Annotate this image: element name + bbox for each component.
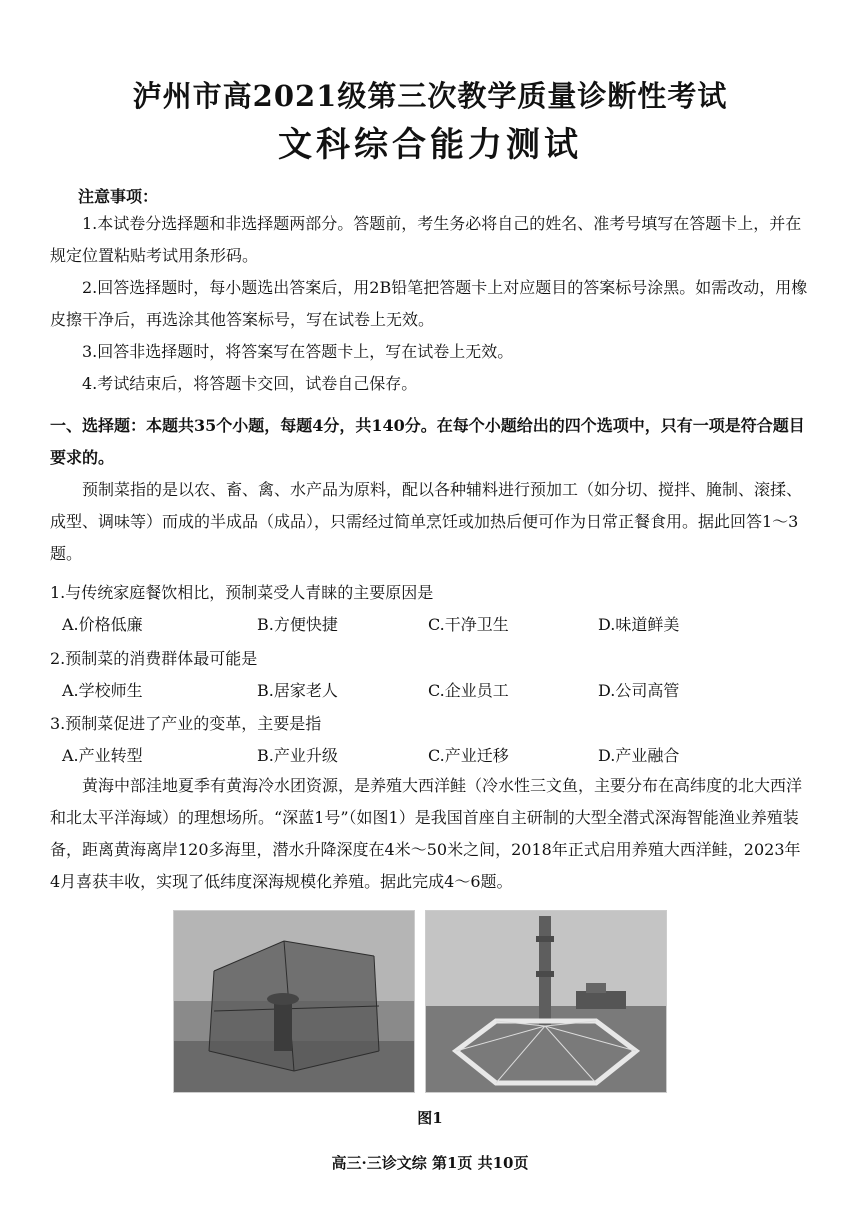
question-2-option-a[interactable]: A.学校师生 xyxy=(62,681,143,700)
question-3-stem: 3.预制菜促进了产业的变革，主要是指 xyxy=(50,714,322,733)
fish-cage-photo-left xyxy=(173,910,415,1093)
question-1-option-c[interactable]: C.干净卫生 xyxy=(428,615,509,634)
question-1-option-a[interactable]: A.价格低廉 xyxy=(62,615,143,634)
question-2-stem: 2.预制菜的消费群体最可能是 xyxy=(50,649,258,668)
notice-list xyxy=(50,208,810,400)
question-2-option-d[interactable]: D.公司高管 xyxy=(598,681,680,700)
exam-subtitle: 文科综合能力测试 xyxy=(278,125,582,165)
notice-item: 3.回答非选择题时，将答案写在答题卡上，写在试卷上无效。 xyxy=(82,342,514,361)
notice-item: 1.本试卷分选择题和非选择题两部分。答题前，考生务必将自己的姓名、准考号填写在答题卡上，并在规定位置粘贴考试用条形码。 xyxy=(50,214,802,265)
exam-title: 泸州市高2021级第三次教学质量诊断性考试 xyxy=(132,79,728,113)
figure-caption: 图1 xyxy=(417,1109,443,1127)
notice-heading: 注意事项： xyxy=(78,187,159,206)
question-2-option-c[interactable]: C.企业员工 xyxy=(428,681,509,700)
question-3-option-c[interactable]: C.产业迁移 xyxy=(428,746,509,765)
question-3-option-b[interactable]: B.产业升级 xyxy=(257,746,338,765)
notice-item: 4.考试结束后，将答题卡交回，试卷自己保存。 xyxy=(82,374,418,393)
passage-deep-blue: 黄海中部洼地夏季有黄海冷水团资源，是养殖大西洋鲑（冷水性三文鱼，主要分布在高纬度的北大西洋和北太平洋海域）的理想场所。“深蓝1号”（如图1）是我国首座自主研制的大型全潜式深海智能渔业养殖装备，距离黄海离岸120多海里，潜水升降深度在4米～50米之间，2018年正式启用养殖大西洋鲑，2023年4月喜获丰收，实现了低纬度深海规模化养殖。据此完成4～6题。 xyxy=(50,776,803,891)
fish-cage-photo-right xyxy=(425,910,667,1093)
question-3-option-d[interactable]: D.产业融合 xyxy=(598,746,680,765)
passage-prepared-food: 预制菜指的是以农、畜、禽、水产品为原料，配以各种辅料进行预加工（如分切、搅拌、腌制、滚揉、成型、调味等）而成的半成品（成品），只需经过简单烹饪或加热后便可作为日常正餐食用。据此回答1～3题。 xyxy=(50,480,803,563)
page-footer: 高三·三诊文综 第1页 共10页 xyxy=(331,1154,529,1172)
section-heading: 一、选择题：本题共35个小题，每题4分，共140分。在每个小题给出的四个选项中，只有一项是符合题目要求的。 xyxy=(50,416,805,467)
question-1-option-d[interactable]: D.味道鲜美 xyxy=(598,615,680,634)
notice-item: 2.回答选择题时，每小题选出答案后，用2B铅笔把答题卡上对应题目的答案标号涂黑。如需改动，用橡皮擦干净后，再选涂其他答案标号，写在试卷上无效。 xyxy=(50,278,808,329)
question-1-option-b[interactable]: B.方便快捷 xyxy=(257,615,338,634)
question-3-option-a[interactable]: A.产业转型 xyxy=(62,746,143,765)
question-1-stem: 1.与传统家庭餐饮相比，预制菜受人青睐的主要原因是 xyxy=(50,583,434,602)
question-2-option-b[interactable]: B.居家老人 xyxy=(257,681,338,700)
